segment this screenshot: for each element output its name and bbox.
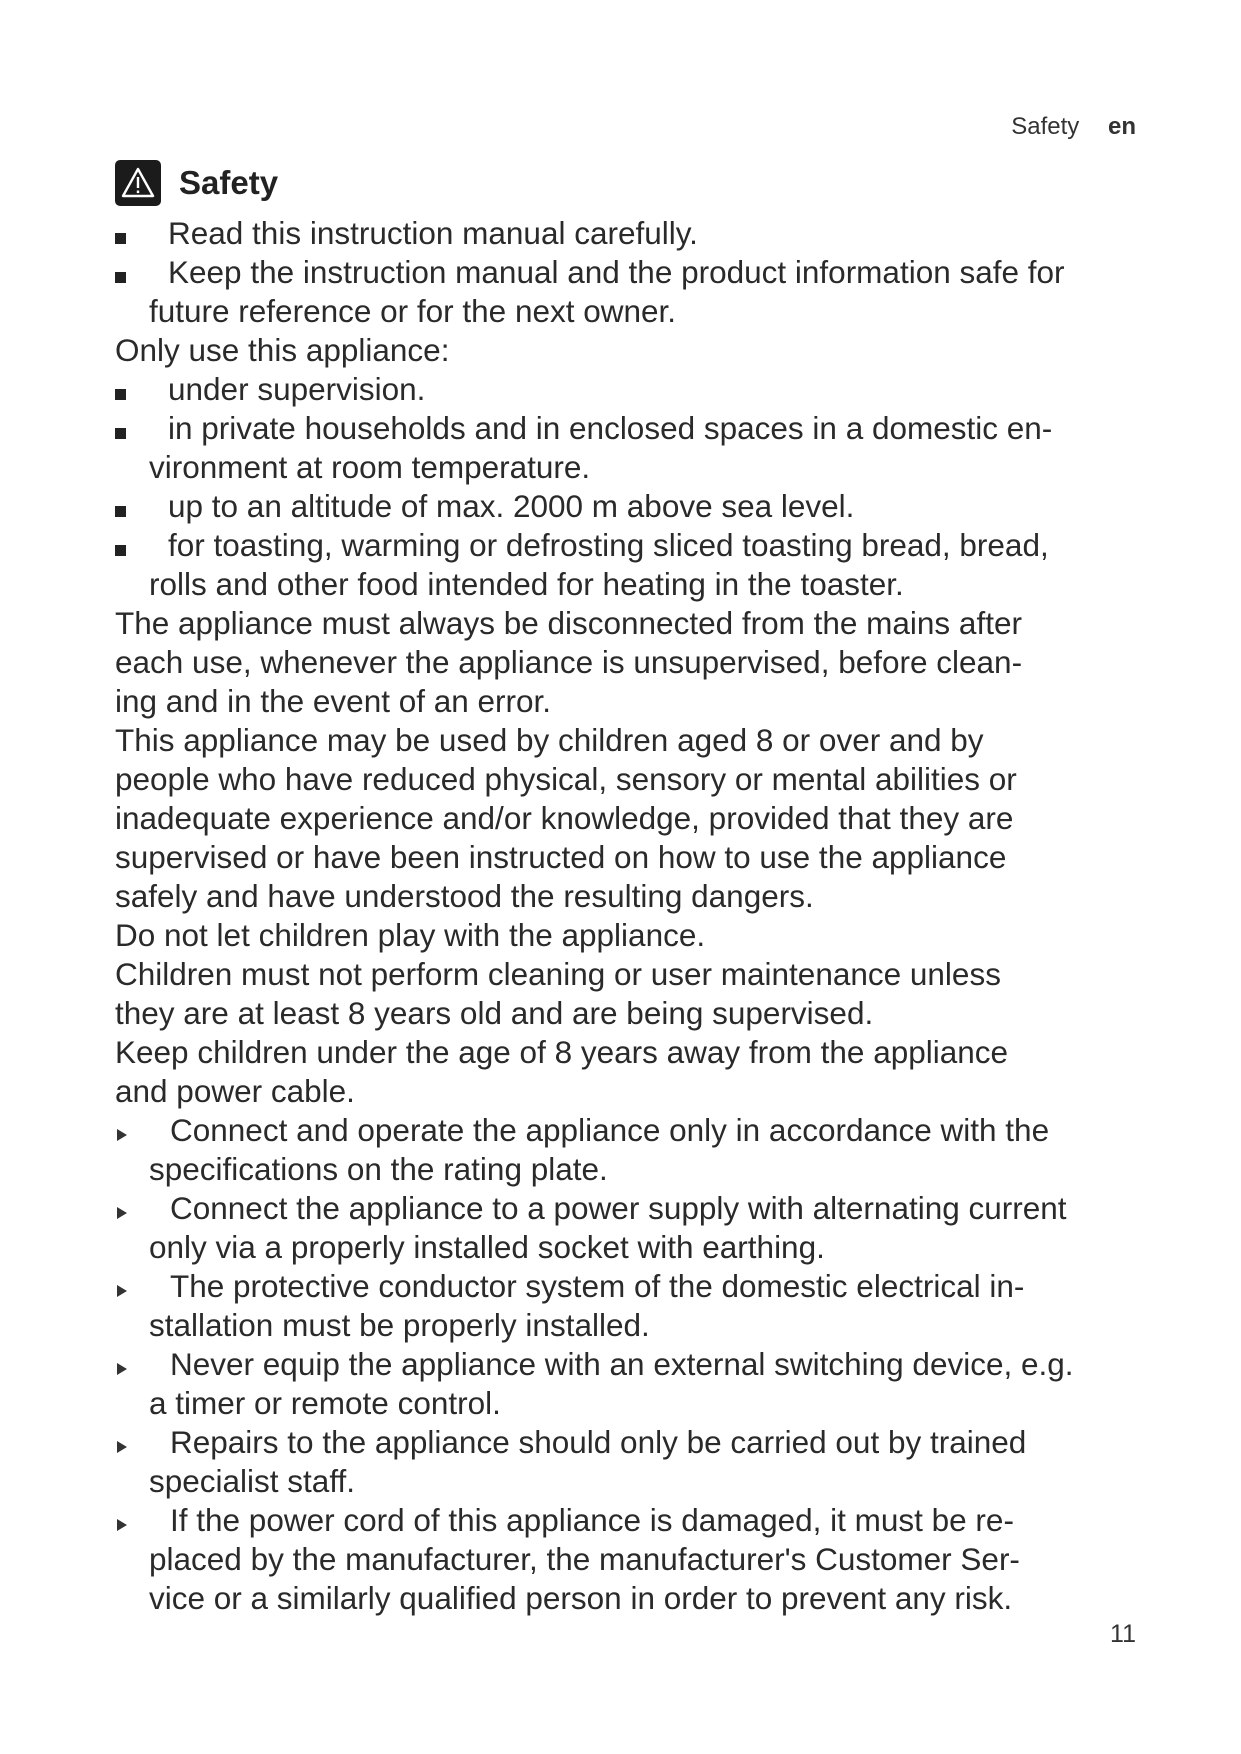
section-heading xyxy=(115,160,278,206)
action-item-text: Connect and operate the appliance only in accordance with the specifications on the rating plate. xyxy=(149,1112,1050,1187)
triangle-arrow-icon xyxy=(115,1423,149,1462)
action-item-text: If the power cord of this appliance is damaged, it must be re- placed by the manufacturer, the manufacturer's Customer Ser- vice or a similarly qualified person in order to prevent any risk. xyxy=(149,1502,1020,1616)
list-item xyxy=(115,526,1175,604)
safety-content xyxy=(115,214,1175,1618)
list-item-text: up to an altitude of max. 2000 m above sea level. xyxy=(168,488,855,524)
action-item xyxy=(115,1189,1175,1267)
action-item-text: Repairs to the appliance should only be carried out by trained specialist staff. xyxy=(149,1424,1027,1499)
header-section-title: Safety xyxy=(1011,113,1080,140)
action-item-text: Connect the appliance to a power supply with alternating current only via a properly installed socket with earthing. xyxy=(149,1190,1067,1265)
header-language-code: en xyxy=(1107,113,1136,140)
action-item xyxy=(115,1267,1175,1345)
action-item xyxy=(115,1423,1175,1501)
list-item-text: for toasting, warming or defrosting sliced toasting bread, bread, rolls and other food intended for heating in the toaster. xyxy=(149,527,1049,602)
list-item xyxy=(115,370,1175,409)
list-item-text: in private households and in enclosed spaces in a domestic en- vironment at room temperature. xyxy=(149,410,1053,485)
paragraph: The appliance must always be disconnected from the mains after each use, whenever the appliance is unsupervised, before clean- ing and in the event of an error. xyxy=(115,605,1023,719)
triangle-arrow-icon xyxy=(115,1501,149,1540)
action-item-text: The protective conductor system of the domestic electrical in- stallation must be properly installed. xyxy=(149,1268,1025,1343)
paragraph: This appliance may be used by children aged 8 or over and by people who have reduced physical, sensory or mental abilities or inadequate experience and/or knowledge, provided that they are supervised or have been instructed on how to use the appliance safely and have understood the resulting dangers. xyxy=(115,722,1017,914)
list-item xyxy=(115,487,1175,526)
action-item-text: Never equip the appliance with an external switching device, e.g. a timer or remote control. xyxy=(149,1346,1074,1421)
square-bullet-icon xyxy=(115,253,149,292)
action-item xyxy=(115,1501,1175,1618)
running-header xyxy=(1011,113,1136,141)
square-bullet-icon xyxy=(115,487,149,526)
page-title: Safety xyxy=(179,164,279,201)
warning-triangle-icon xyxy=(115,160,161,206)
action-item xyxy=(115,1111,1175,1189)
list-item-text: Read this instruction manual carefully. xyxy=(168,215,698,251)
square-bullet-icon xyxy=(115,409,149,448)
page-number: 11 xyxy=(1110,1620,1136,1648)
triangle-arrow-icon xyxy=(115,1267,149,1306)
list-item xyxy=(115,253,1175,331)
square-bullet-icon xyxy=(115,526,149,565)
action-item xyxy=(115,1345,1175,1423)
square-bullet-icon xyxy=(115,214,149,253)
triangle-arrow-icon xyxy=(115,1189,149,1228)
list-item-text: under supervision. xyxy=(168,371,426,407)
list-item xyxy=(115,214,1175,253)
paragraph: Children must not perform cleaning or user maintenance unless they are at least 8 years old and are being supervised. xyxy=(115,956,1001,1031)
paragraph: Keep children under the age of 8 years away from the appliance and power cable. xyxy=(115,1034,1009,1109)
triangle-arrow-icon xyxy=(115,1345,149,1384)
list-item-text: Keep the instruction manual and the product information safe for future reference or for the next owner. xyxy=(149,254,1065,329)
square-bullet-icon xyxy=(115,370,149,409)
triangle-arrow-icon xyxy=(115,1111,149,1150)
list-item xyxy=(115,409,1175,487)
paragraph: Do not let children play with the appliance. xyxy=(115,917,706,953)
use-heading: Only use this appliance: xyxy=(115,332,450,368)
